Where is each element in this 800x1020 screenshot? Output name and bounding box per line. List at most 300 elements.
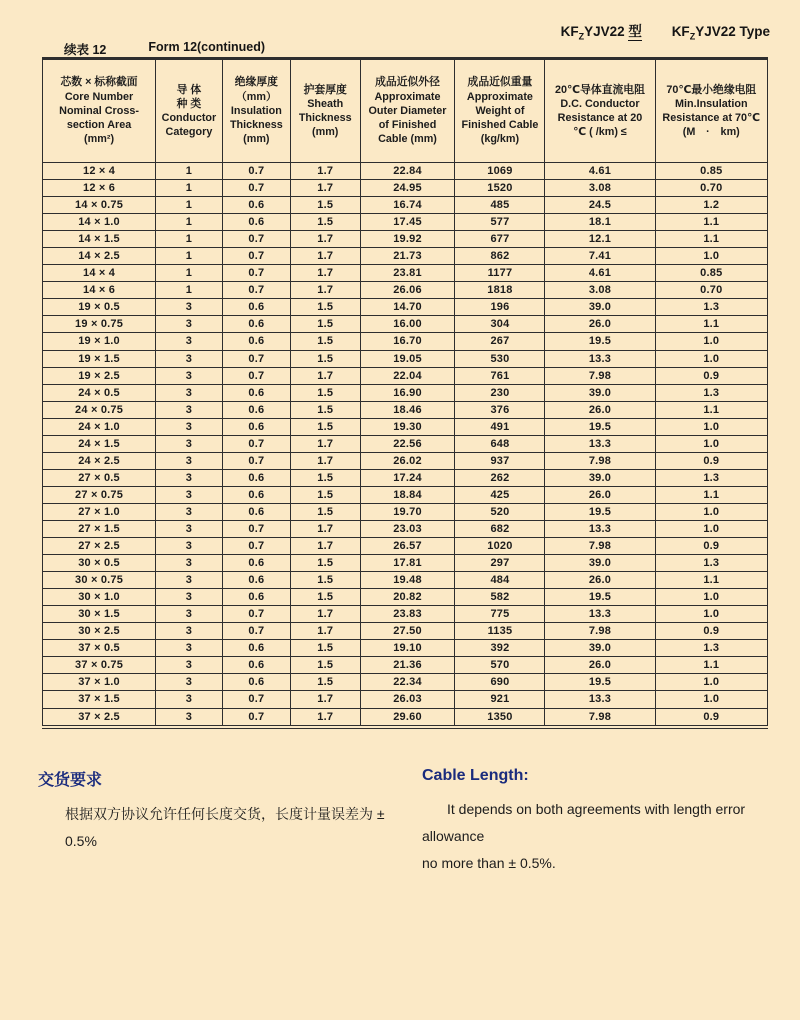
table-cell: 19.5 bbox=[545, 674, 655, 691]
table-cell: 3 bbox=[156, 401, 223, 418]
table-cell: 0.7 bbox=[222, 623, 290, 640]
table-cell: 392 bbox=[455, 640, 545, 657]
table-cell: 0.6 bbox=[222, 640, 290, 657]
table-cell: 3 bbox=[156, 691, 223, 708]
table-row bbox=[43, 282, 768, 299]
table-cell: 27 × 2.5 bbox=[43, 538, 156, 555]
table-cell: 18.84 bbox=[360, 486, 455, 503]
table-cell: 1.0 bbox=[655, 333, 767, 350]
table-cell: 1.7 bbox=[290, 180, 360, 197]
table-cell: 485 bbox=[455, 197, 545, 214]
table-cell: 1.0 bbox=[655, 674, 767, 691]
table-cell: 17.45 bbox=[360, 214, 455, 231]
table-cell: 7.98 bbox=[545, 538, 655, 555]
table-cell: 1.0 bbox=[655, 350, 767, 367]
table-row bbox=[43, 248, 768, 265]
table-cell: 3 bbox=[156, 503, 223, 520]
table-row bbox=[43, 589, 768, 606]
table-cell: 1.5 bbox=[290, 333, 360, 350]
table-cell: 1.7 bbox=[290, 163, 360, 180]
table-cell: 26.57 bbox=[360, 538, 455, 555]
table-cell: 0.85 bbox=[655, 265, 767, 282]
table-cell: 3 bbox=[156, 589, 223, 606]
table-cell: 16.70 bbox=[360, 333, 455, 350]
table-cell: 196 bbox=[455, 299, 545, 316]
table-cell: 0.7 bbox=[222, 265, 290, 282]
table-row bbox=[43, 623, 768, 640]
table-cell: 1 bbox=[156, 282, 223, 299]
table-cell: 1.5 bbox=[290, 418, 360, 435]
table-cell: 19.5 bbox=[545, 589, 655, 606]
note-line: 0.5% bbox=[65, 833, 97, 849]
table-cell: 3.08 bbox=[545, 282, 655, 299]
table-cell: 425 bbox=[455, 486, 545, 503]
table-header-row bbox=[43, 59, 768, 163]
form-caption-en: Form 12(continued) bbox=[148, 40, 266, 54]
table-cell: 0.6 bbox=[222, 469, 290, 486]
table-cell: 648 bbox=[455, 435, 545, 452]
table-cell: 1020 bbox=[455, 538, 545, 555]
table-cell: 26.03 bbox=[360, 691, 455, 708]
table-cell: 16.00 bbox=[360, 316, 455, 333]
table-row bbox=[43, 520, 768, 537]
table-cell: 22.34 bbox=[360, 674, 455, 691]
table-cell: 37 × 2.5 bbox=[43, 708, 156, 725]
column-header: 芯数 × 标称截面 Core Number Nominal Cross- section Area (mm²) bbox=[43, 59, 156, 163]
table-cell: 682 bbox=[455, 520, 545, 537]
table-cell: 1.1 bbox=[655, 657, 767, 674]
table-cell: 1.0 bbox=[655, 435, 767, 452]
table-row bbox=[43, 163, 768, 180]
table-cell: 24.95 bbox=[360, 180, 455, 197]
table-cell: 1069 bbox=[455, 163, 545, 180]
table-row bbox=[43, 691, 768, 708]
table-cell: 19 × 0.75 bbox=[43, 316, 156, 333]
table-cell: 1.5 bbox=[290, 401, 360, 418]
table-cell: 3 bbox=[156, 316, 223, 333]
table-cell: 775 bbox=[455, 606, 545, 623]
table-cell: 484 bbox=[455, 572, 545, 589]
table-cell: 376 bbox=[455, 401, 545, 418]
table-cell: 30 × 0.75 bbox=[43, 572, 156, 589]
table-cell: 12 × 6 bbox=[43, 180, 156, 197]
table-cell: 0.7 bbox=[222, 435, 290, 452]
table-cell: 0.6 bbox=[222, 333, 290, 350]
table-cell: 862 bbox=[455, 248, 545, 265]
table-row bbox=[43, 231, 768, 248]
table-cell: 30 × 2.5 bbox=[43, 623, 156, 640]
column-header: 导 体 种 类 Conductor Category bbox=[156, 59, 223, 163]
table-row bbox=[43, 214, 768, 231]
table-cell: 23.83 bbox=[360, 606, 455, 623]
table-cell: 0.7 bbox=[222, 180, 290, 197]
table-cell: 13.3 bbox=[545, 606, 655, 623]
table-cell: 921 bbox=[455, 691, 545, 708]
table-cell: 3 bbox=[156, 452, 223, 469]
table-cell: 1 bbox=[156, 231, 223, 248]
table-cell: 19 × 0.5 bbox=[43, 299, 156, 316]
table-cell: 37 × 0.5 bbox=[43, 640, 156, 657]
table-cell: 1.5 bbox=[290, 486, 360, 503]
table-cell: 1.7 bbox=[290, 623, 360, 640]
table-cell: 14.70 bbox=[360, 299, 455, 316]
spec-table-wrapper bbox=[42, 57, 768, 729]
column-header: 20℃导体直流电阻 D.C. Conductor Resistance at 20 ℃ ( /km) ≤ bbox=[545, 59, 655, 163]
table-cell: 0.6 bbox=[222, 572, 290, 589]
table-row bbox=[43, 418, 768, 435]
table-cell: 690 bbox=[455, 674, 545, 691]
table-cell: 39.0 bbox=[545, 469, 655, 486]
table-cell: 3 bbox=[156, 299, 223, 316]
table-cell: 13.3 bbox=[545, 520, 655, 537]
table-row bbox=[43, 384, 768, 401]
table-cell: 19.10 bbox=[360, 640, 455, 657]
table-cell: 1.7 bbox=[290, 265, 360, 282]
table-cell: 0.6 bbox=[222, 418, 290, 435]
table-cell: 0.6 bbox=[222, 316, 290, 333]
table-cell: 3 bbox=[156, 606, 223, 623]
table-cell: 1.5 bbox=[290, 674, 360, 691]
table-cell: 1.7 bbox=[290, 708, 360, 725]
table-cell: 24 × 0.75 bbox=[43, 401, 156, 418]
table-cell: 3 bbox=[156, 486, 223, 503]
cable-length-note bbox=[422, 767, 774, 877]
table-cell: 1.5 bbox=[290, 589, 360, 606]
table-cell: 1.5 bbox=[290, 350, 360, 367]
table-row bbox=[43, 640, 768, 657]
table-cell: 24 × 2.5 bbox=[43, 452, 156, 469]
table-cell: 12.1 bbox=[545, 231, 655, 248]
table-cell: 26.02 bbox=[360, 452, 455, 469]
table-cell: 3 bbox=[156, 418, 223, 435]
table-cell: 0.7 bbox=[222, 231, 290, 248]
table-cell: 3 bbox=[156, 435, 223, 452]
table-cell: 1.5 bbox=[290, 384, 360, 401]
table-cell: 39.0 bbox=[545, 555, 655, 572]
table-cell: 7.98 bbox=[545, 708, 655, 725]
table-cell: 1.7 bbox=[290, 231, 360, 248]
table-cell: 3 bbox=[156, 367, 223, 384]
table-cell: 0.9 bbox=[655, 538, 767, 555]
table-cell: 3 bbox=[156, 538, 223, 555]
table-cell: 0.6 bbox=[222, 555, 290, 572]
table-cell: 1.5 bbox=[290, 572, 360, 589]
table-cell: 24 × 1.0 bbox=[43, 418, 156, 435]
table-cell: 0.9 bbox=[655, 452, 767, 469]
table-cell: 1.7 bbox=[290, 538, 360, 555]
table-cell: 582 bbox=[455, 589, 545, 606]
cable-length-heading: Cable Length: bbox=[422, 767, 529, 784]
table-cell: 0.9 bbox=[655, 367, 767, 384]
table-cell: 39.0 bbox=[545, 299, 655, 316]
table-cell: 1.7 bbox=[290, 452, 360, 469]
form-caption-cn: 续表 12 bbox=[64, 43, 107, 57]
table-row bbox=[43, 180, 768, 197]
table-cell: 0.9 bbox=[655, 623, 767, 640]
table-row bbox=[43, 503, 768, 520]
table-cell: 19.5 bbox=[545, 333, 655, 350]
table-cell: 0.6 bbox=[222, 486, 290, 503]
table-cell: 0.7 bbox=[222, 282, 290, 299]
table-cell: 1.3 bbox=[655, 555, 767, 572]
table-cell: 3 bbox=[156, 469, 223, 486]
table-cell: 262 bbox=[455, 469, 545, 486]
table-cell: 3 bbox=[156, 384, 223, 401]
table-cell: 0.6 bbox=[222, 299, 290, 316]
table-cell: 3 bbox=[156, 623, 223, 640]
table-row bbox=[43, 674, 768, 691]
table-cell: 1.5 bbox=[290, 469, 360, 486]
cable-length-body bbox=[422, 796, 774, 877]
table-row bbox=[43, 572, 768, 589]
table-cell: 4.61 bbox=[545, 163, 655, 180]
table-cell: 1.3 bbox=[655, 469, 767, 486]
table-cell: 13.3 bbox=[545, 691, 655, 708]
table-cell: 1520 bbox=[455, 180, 545, 197]
table-cell: 1.5 bbox=[290, 299, 360, 316]
table-cell: 26.0 bbox=[545, 316, 655, 333]
table-cell: 1.5 bbox=[290, 657, 360, 674]
table-cell: 7.98 bbox=[545, 452, 655, 469]
table-cell: 3 bbox=[156, 520, 223, 537]
table-cell: 21.36 bbox=[360, 657, 455, 674]
table-cell: 14 × 1.5 bbox=[43, 231, 156, 248]
table-cell: 19.5 bbox=[545, 503, 655, 520]
table-row bbox=[43, 350, 768, 367]
table-cell: 0.7 bbox=[222, 163, 290, 180]
table-cell: 1.3 bbox=[655, 640, 767, 657]
table-cell: 19 × 1.0 bbox=[43, 333, 156, 350]
table-row bbox=[43, 708, 768, 725]
table-cell: 26.0 bbox=[545, 401, 655, 418]
table-cell: 0.7 bbox=[222, 606, 290, 623]
table-cell: 18.46 bbox=[360, 401, 455, 418]
table-cell: 1.0 bbox=[655, 418, 767, 435]
table-cell: 30 × 1.5 bbox=[43, 606, 156, 623]
table-row bbox=[43, 367, 768, 384]
table-cell: 3 bbox=[156, 674, 223, 691]
table-row bbox=[43, 333, 768, 350]
table-cell: 30 × 0.5 bbox=[43, 555, 156, 572]
table-cell: 16.90 bbox=[360, 384, 455, 401]
table-cell: 39.0 bbox=[545, 384, 655, 401]
table-cell: 27 × 0.75 bbox=[43, 486, 156, 503]
table-cell: 1.1 bbox=[655, 401, 767, 418]
table-cell: 18.1 bbox=[545, 214, 655, 231]
table-cell: 0.85 bbox=[655, 163, 767, 180]
table-cell: 937 bbox=[455, 452, 545, 469]
table-cell: 1 bbox=[156, 197, 223, 214]
table-cell: 22.84 bbox=[360, 163, 455, 180]
table-cell: 1.1 bbox=[655, 486, 767, 503]
table-cell: 491 bbox=[455, 418, 545, 435]
table-cell: 1.7 bbox=[290, 282, 360, 299]
table-cell: 13.3 bbox=[545, 435, 655, 452]
table-cell: 0.6 bbox=[222, 197, 290, 214]
table-cell: 27 × 1.5 bbox=[43, 520, 156, 537]
table-cell: 7.98 bbox=[545, 367, 655, 384]
table-cell: 230 bbox=[455, 384, 545, 401]
table-cell: 22.56 bbox=[360, 435, 455, 452]
table-cell: 7.41 bbox=[545, 248, 655, 265]
table-cell: 1.1 bbox=[655, 214, 767, 231]
column-header: 护套厚度 Sheath Thickness (mm) bbox=[290, 59, 360, 163]
table-cell: 0.6 bbox=[222, 589, 290, 606]
table-cell: 3 bbox=[156, 350, 223, 367]
table-cell: 0.7 bbox=[222, 538, 290, 555]
table-cell: 1.0 bbox=[655, 691, 767, 708]
table-cell: 12 × 4 bbox=[43, 163, 156, 180]
table-cell: 0.6 bbox=[222, 214, 290, 231]
table-cell: 14 × 2.5 bbox=[43, 248, 156, 265]
table-cell: 0.6 bbox=[222, 384, 290, 401]
delivery-note-body bbox=[38, 801, 398, 855]
table-cell: 3 bbox=[156, 657, 223, 674]
note-line: 根据双方协议允许任何长度交货，长度计量误差为 ± bbox=[65, 806, 385, 822]
table-cell: 3.08 bbox=[545, 180, 655, 197]
table-row bbox=[43, 435, 768, 452]
table-cell: 1.5 bbox=[290, 503, 360, 520]
table-cell: 0.9 bbox=[655, 708, 767, 725]
table-row bbox=[43, 486, 768, 503]
table-cell: 26.0 bbox=[545, 486, 655, 503]
table-cell: 14 × 6 bbox=[43, 282, 156, 299]
table-cell: 19.5 bbox=[545, 418, 655, 435]
table-cell: 1350 bbox=[455, 708, 545, 725]
cable-type-title-en: $KF_ZYJV22$ Type bbox=[671, 24, 770, 42]
table-cell: 30 × 1.0 bbox=[43, 589, 156, 606]
table-cell: 3 bbox=[156, 333, 223, 350]
table-cell: 1.0 bbox=[655, 606, 767, 623]
table-cell: 1.7 bbox=[290, 367, 360, 384]
table-cell: 0.7 bbox=[222, 520, 290, 537]
table-cell: 23.03 bbox=[360, 520, 455, 537]
table-cell: 1 bbox=[156, 163, 223, 180]
table-row bbox=[43, 452, 768, 469]
table-cell: 0.6 bbox=[222, 503, 290, 520]
table-cell: 27.50 bbox=[360, 623, 455, 640]
table-row bbox=[43, 265, 768, 282]
form-caption bbox=[64, 40, 265, 58]
table-cell: 19.05 bbox=[360, 350, 455, 367]
table-cell: 1 bbox=[156, 180, 223, 197]
table-cell: 0.6 bbox=[222, 401, 290, 418]
table-cell: 27 × 0.5 bbox=[43, 469, 156, 486]
table-cell: 19.30 bbox=[360, 418, 455, 435]
table-cell: 19.70 bbox=[360, 503, 455, 520]
table-cell: 20.82 bbox=[360, 589, 455, 606]
table-row bbox=[43, 538, 768, 555]
delivery-note-heading: 交货要求 bbox=[38, 772, 103, 789]
table-cell: 1 bbox=[156, 214, 223, 231]
table-row bbox=[43, 197, 768, 214]
table-cell: 1.0 bbox=[655, 520, 767, 537]
table-cell: 14 × 4 bbox=[43, 265, 156, 282]
column-header: 70℃最小绝缘电阻 Min.Insulation Resistance at 70℃ (M · km) bbox=[655, 59, 767, 163]
table-cell: 19.48 bbox=[360, 572, 455, 589]
table-cell: 14 × 1.0 bbox=[43, 214, 156, 231]
table-row bbox=[43, 657, 768, 674]
table-cell: 530 bbox=[455, 350, 545, 367]
table-cell: 1.5 bbox=[290, 197, 360, 214]
table-cell: 761 bbox=[455, 367, 545, 384]
column-header: 成品近似重量 Approximate Weight of Finished Cable (kg/km) bbox=[455, 59, 545, 163]
note-line: It depends on both agreements with length error allowance bbox=[422, 801, 746, 844]
table-cell: 3 bbox=[156, 708, 223, 725]
table-cell: 26.06 bbox=[360, 282, 455, 299]
table-cell: 27 × 1.0 bbox=[43, 503, 156, 520]
table-cell: 1.1 bbox=[655, 572, 767, 589]
table-cell: 1.7 bbox=[290, 691, 360, 708]
table-cell: 0.6 bbox=[222, 674, 290, 691]
table-cell: 19 × 2.5 bbox=[43, 367, 156, 384]
table-cell: 24 × 0.5 bbox=[43, 384, 156, 401]
table-row bbox=[43, 606, 768, 623]
table-cell: 1.7 bbox=[290, 248, 360, 265]
table-cell: 0.70 bbox=[655, 282, 767, 299]
table-cell: 13.3 bbox=[545, 350, 655, 367]
table-cell: 0.6 bbox=[222, 657, 290, 674]
table-cell: 14 × 0.75 bbox=[43, 197, 156, 214]
table-cell: 1.2 bbox=[655, 197, 767, 214]
column-header: 成品近似外径 Approximate Outer Diameter of Finished Cable (mm) bbox=[360, 59, 455, 163]
table-cell: 267 bbox=[455, 333, 545, 350]
table-cell: 1 bbox=[156, 248, 223, 265]
table-cell: 1 bbox=[156, 265, 223, 282]
table-cell: 21.73 bbox=[360, 248, 455, 265]
table-cell: 16.74 bbox=[360, 197, 455, 214]
table-cell: 1.1 bbox=[655, 231, 767, 248]
table-cell: 3 bbox=[156, 572, 223, 589]
table-cell: 1.5 bbox=[290, 316, 360, 333]
table-cell: 17.24 bbox=[360, 469, 455, 486]
table-cell: 3 bbox=[156, 640, 223, 657]
table-cell: 17.81 bbox=[360, 555, 455, 572]
table-cell: 22.04 bbox=[360, 367, 455, 384]
table-cell: 0.7 bbox=[222, 708, 290, 725]
table-cell: 1135 bbox=[455, 623, 545, 640]
table-cell: 1177 bbox=[455, 265, 545, 282]
table-cell: 1.3 bbox=[655, 299, 767, 316]
table-row bbox=[43, 316, 768, 333]
table-cell: 1.5 bbox=[290, 555, 360, 572]
table-cell: 29.60 bbox=[360, 708, 455, 725]
table-cell: 297 bbox=[455, 555, 545, 572]
table-cell: 4.61 bbox=[545, 265, 655, 282]
cable-type-title-cn: $KF_ZYJV22$ 型 bbox=[560, 24, 642, 42]
table-cell: 1.0 bbox=[655, 503, 767, 520]
table-cell: 23.81 bbox=[360, 265, 455, 282]
table-cell: 577 bbox=[455, 214, 545, 231]
table-cell: 24.5 bbox=[545, 197, 655, 214]
table-cell: 0.70 bbox=[655, 180, 767, 197]
table-cell: 0.7 bbox=[222, 350, 290, 367]
table-cell: 37 × 1.5 bbox=[43, 691, 156, 708]
table-cell: 520 bbox=[455, 503, 545, 520]
spec-table bbox=[42, 57, 768, 726]
table-cell: 1.5 bbox=[290, 214, 360, 231]
table-cell: 0.7 bbox=[222, 367, 290, 384]
table-cell: 3 bbox=[156, 555, 223, 572]
table-cell: 26.0 bbox=[545, 657, 655, 674]
table-cell: 1.7 bbox=[290, 435, 360, 452]
table-cell: 1.1 bbox=[655, 316, 767, 333]
column-header: 绝缘厚度 （mm） Insulation Thickness (mm) bbox=[222, 59, 290, 163]
table-cell: 304 bbox=[455, 316, 545, 333]
table-cell: 0.7 bbox=[222, 248, 290, 265]
table-cell: 24 × 1.5 bbox=[43, 435, 156, 452]
table-cell: 39.0 bbox=[545, 640, 655, 657]
